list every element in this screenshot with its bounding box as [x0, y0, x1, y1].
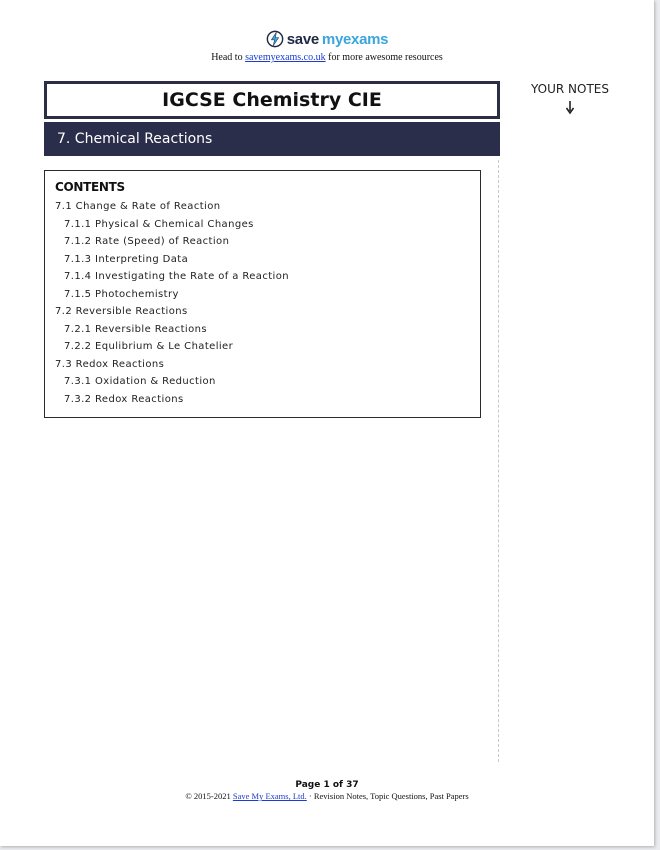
- contents-heading: CONTENTS: [55, 180, 125, 194]
- toc-item[interactable]: 7.1.5 Photochemistry: [64, 288, 179, 300]
- header-tagline: [0, 52, 654, 64]
- toc-item[interactable]: 7.1.2 Rate (Speed) of Reaction: [64, 236, 230, 247]
- toc-item[interactable]: 7.1.4 Investigating the Rate of a Reaction: [64, 271, 289, 282]
- toc-item[interactable]: 7.1 Change & Rate of Reaction: [55, 201, 221, 212]
- toc-item[interactable]: 7.3 Redox Reactions: [55, 358, 165, 370]
- toc-item[interactable]: 7.2 Reversible Reactions: [55, 306, 188, 317]
- brand-logo[interactable]: [266, 28, 388, 50]
- logo-save-text: save: [286, 30, 319, 48]
- toc-item[interactable]: 7.2.2 Equlibrium & Le Chatelier: [64, 341, 234, 352]
- page-number: Page 1 of 37: [295, 780, 359, 790]
- table-of-contents: [44, 170, 481, 418]
- logo-exams-text: exams: [343, 30, 389, 48]
- lightning-circle-icon: [266, 30, 284, 48]
- document-title: IGCSE Chemistry CIE: [162, 89, 382, 111]
- company-link[interactable]: Save My Exams, Ltd.: [232, 791, 307, 801]
- tagline-suffix: for more awesome resources: [325, 52, 443, 63]
- document-title-box: [44, 81, 500, 119]
- toc-item[interactable]: 7.1.1 Physical & Chemical Changes: [64, 218, 254, 230]
- section-title: 7. Chemical Reactions: [57, 131, 213, 147]
- page-footer: [0, 779, 654, 802]
- copyright-prefix: © 2015-2021: [185, 791, 233, 801]
- tagline-prefix: Head to: [211, 52, 246, 63]
- toc-item[interactable]: 7.2.1 Reversible Reactions: [64, 323, 207, 335]
- toc-item[interactable]: 7.3.1 Oxidation & Reduction: [64, 376, 216, 387]
- copyright-suffix: · Revision Notes, Topic Questions, Past Papers: [306, 791, 469, 801]
- website-link[interactable]: savemyexams.co.uk: [245, 52, 326, 63]
- your-notes-label: YOUR NOTES: [530, 82, 609, 96]
- toc-item[interactable]: 7.1.3 Interpreting Data: [64, 253, 189, 265]
- section-header-bar: [44, 122, 500, 156]
- logo-my-text: my: [321, 30, 344, 48]
- copyright-line: [0, 791, 654, 802]
- page-header: [0, 28, 654, 64]
- arrow-down-icon: [563, 99, 577, 115]
- toc-item[interactable]: 7.3.2 Redox Reactions: [64, 393, 184, 405]
- notes-column-divider: [498, 160, 499, 762]
